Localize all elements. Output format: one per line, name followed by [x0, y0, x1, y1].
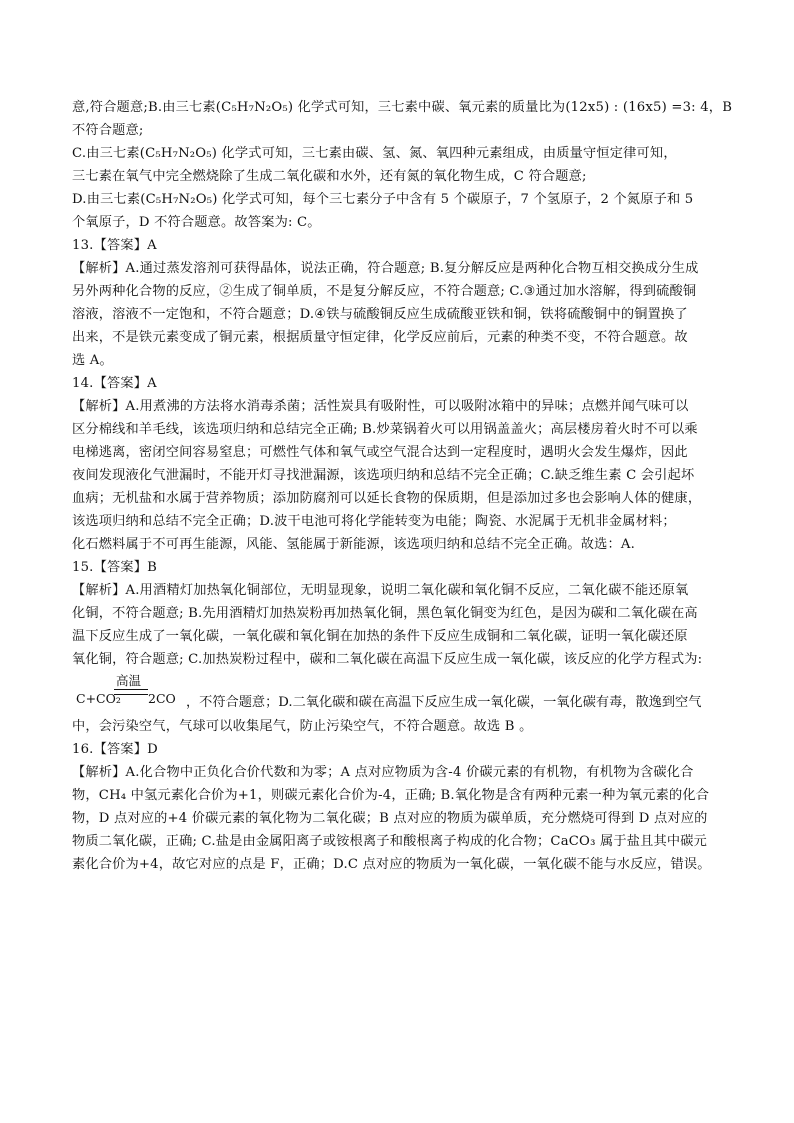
- answer-heading-16: 16.【答案】D: [72, 742, 158, 757]
- text-line: 化铜，不符合题意; B.先用酒精灯加热炭粉再加热氧化铜，黑色氧化铜变为红色，是因为碳和二氧化碳在高: [72, 606, 698, 621]
- text-line: 【解析】A.用酒精灯加热氧化铜部位，无明显现象，说明二氧化碳和氧化铜不反应，二氧化碳不能还原氧: [72, 583, 689, 598]
- text-line: 物，D 点对应的+4 价碳元素的氧化物为二氧化碳；B 点对应的物质为碳单质，充分燃烧可得到 D 点对应的: [72, 811, 708, 826]
- text-line: C.由三七素(C₅H₇N₂O₅) 化学式可知，三七素由碳、氢、氮、氧四种元素组成，由质量守恒定律可知，: [72, 146, 677, 161]
- equation-condition: 高温: [116, 673, 142, 688]
- text-line: 中，会污染空气，气球可以收集尾气，防止污染空气，不符合题意。故选 B 。: [72, 719, 533, 734]
- text-line: 【解析】A.化合物中正负化合价代数和为零；A 点对应物质为含-4 价碳元素的有机物，有机物为含碳化合: [72, 765, 694, 780]
- text-line: 夜间发现液化气泄漏时，不能开灯寻找泄漏源，该选项归纳和总结不完全正确；C.缺乏维生素 C 会引起坏: [72, 468, 695, 483]
- text-line: 【解析】A.用煮沸的方法将水消毒杀菌；活性炭具有吸附性，可以吸附冰箱中的异味；点燃并闻气味可以: [72, 399, 689, 414]
- text-line: 素化合价为+4，故它对应的点是 F，正确；D.C 点对应的物质为一氧化碳，一氧化碳不能与水反应，错误。: [72, 857, 711, 872]
- text-line: 电梯逃离，密闭空间容易窒息；可燃性气体和氧气或空气混合达到一定程度时，遇明火会发生爆炸，因此: [72, 445, 688, 460]
- text-line: 区分棉线和羊毛线，该选项归纳和总结完全正确; B.炒菜锅着火可以用锅盖盖火；高层楼房着火时不可以乘: [72, 422, 698, 437]
- text-line: 化石燃料属于不可再生能源，风能、氢能属于新能源，该选项归纳和总结不完全正确。故选：A.: [72, 537, 635, 552]
- document-page: [72, 96, 732, 876]
- text-line: 物质二氧化碳，正确; C.盐是由金属阳离子或铵根离子和酸根离子构成的化合物；CaCO₃ 属于盐且其中碳元: [72, 834, 708, 849]
- text-line: 个氧原子，D 不符合题意。故答案为: C。: [72, 215, 321, 230]
- text-line: D.由三七素(C₅H₇N₂O₅) 化学式可知，每个三七素分子中含有 5 个碳原子，7 个氢原子，2 个氮原子和 5: [72, 192, 694, 207]
- text-line: ，不符合题意；D.二氧化碳和碳在高温下反应生成一氧化碳，一氧化碳有毒，散逸到空气: [186, 695, 702, 710]
- answer-heading-15: 15.【答案】B: [72, 560, 158, 575]
- text-line: 氧化铜，符合题意; C.加热炭粉过程中，碳和二氧化碳在高温下反应生成一氧化碳，该反应的化学方程式为:: [72, 652, 703, 667]
- text-line: 出来，不是铁元素变成了铜元素，根据质量守恒定律，化学反应前后，元素的种类不变，不符合题意。故: [72, 330, 688, 345]
- equation-equals-sign: [114, 689, 148, 695]
- equation-line: [72, 671, 732, 715]
- equation-reactants: C+CO₂: [76, 691, 121, 706]
- answer-heading-13: 13.【答案】A: [72, 238, 157, 253]
- text-line: 另外两种化合物的反应，②生成了铜单质，不是复分解反应，不符合题意; C.③通过加水溶解，得到硫酸铜: [72, 284, 697, 299]
- text-line: 温下反应生成了一氧化碳，一氧化碳和氧化铜在加热的条件下反应生成铜和二氧化碳，证明一氧化碳还原: [72, 629, 688, 644]
- text-line: 不符合题意;: [72, 123, 144, 138]
- text-line: 三七素在氧气中完全燃烧除了生成二氧化碳和水外，还有氮的氧化物生成，C 符合题意;: [72, 169, 587, 184]
- answer-heading-14: 14.【答案】A: [72, 376, 157, 391]
- chemical-equation: [72, 671, 184, 715]
- text-line: 血病；无机盐和水属于营养物质；添加防腐剂可以延长食物的保质期，但是添加过多也会影响人体的健康，: [72, 491, 702, 506]
- text-line: 物，CH₄ 中氢元素化合价为+1，则碳元素化合价为-4，正确; B.氧化物是含有两种元素一种为氧元素的化合: [72, 788, 710, 803]
- text-line: 溶液，溶液不一定饱和，不符合题意；D.④铁与硫酸铜反应生成硫酸亚铁和铜，铁将硫酸铜中的铜置换了: [72, 307, 688, 322]
- text-line: 意,符合题意;B.由三七素(C₅H₇N₂O₅) 化学式可知，三七素中碳、氧元素的质量比为(12x5) : (16x5) =3: 4，B: [72, 100, 733, 115]
- equation-products: 2CO: [148, 691, 176, 706]
- text-line: 【解析】A.通过蒸发溶剂可获得晶体，说法正确，符合题意; B.复分解反应是两种化合物互相交换成分生成: [72, 261, 699, 276]
- text-line: 选 A。: [72, 353, 113, 368]
- text-line: 该选项归纳和总结不完全正确；D.波干电池可将化学能转变为电能；陶瓷、水泥属于无机非金属材料；: [72, 514, 676, 529]
